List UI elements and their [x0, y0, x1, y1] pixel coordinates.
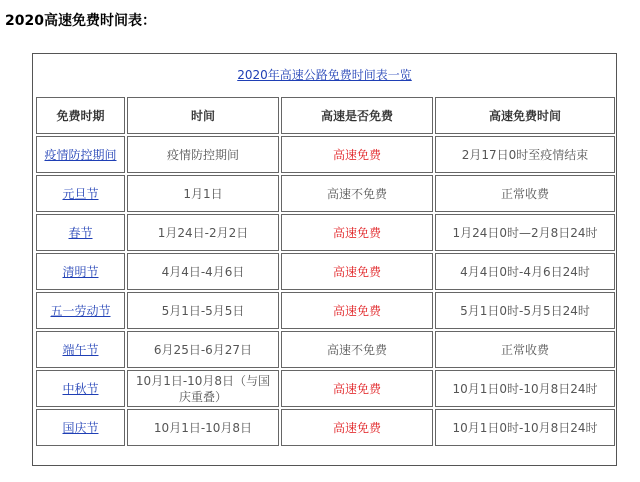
time-cell: 1月1日	[127, 175, 279, 212]
time-cell: 疫情防控期间	[127, 136, 279, 173]
column-header-period: 免费时期	[36, 97, 125, 134]
schedule-table-frame	[32, 53, 617, 466]
period-cell	[36, 370, 125, 407]
period-cell	[36, 292, 125, 329]
time-cell: 5月1日-5月5日	[127, 292, 279, 329]
period-link[interactable]: 中秋节	[62, 381, 99, 396]
free-window-cell: 5月1日0时-5月5日24时	[435, 292, 615, 329]
table-row	[36, 370, 615, 407]
period-cell	[36, 253, 125, 290]
column-header-time: 时间	[127, 97, 279, 134]
free-window-cell: 正常收费	[435, 175, 615, 212]
free-status-cell: 高速免费	[281, 292, 433, 329]
column-header-free-status: 高速是否免费	[281, 97, 433, 134]
period-link[interactable]: 疫情防控期间	[44, 147, 117, 162]
table-row	[36, 175, 615, 212]
period-cell	[36, 175, 125, 212]
table-row	[36, 253, 615, 290]
period-link[interactable]: 春节	[68, 225, 93, 240]
free-status-cell: 高速不免费	[281, 175, 433, 212]
free-window-cell: 4月4日0时-4月6日24时	[435, 253, 615, 290]
free-status-cell: 高速免费	[281, 214, 433, 251]
time-cell: 4月4日-4月6日	[127, 253, 279, 290]
free-window-cell: 1月24日0时—2月8日24时	[435, 214, 615, 251]
free-window-cell: 10月1日0时-10月8日24时	[435, 370, 615, 407]
period-cell	[36, 331, 125, 368]
period-cell	[36, 214, 125, 251]
table-header-row	[36, 97, 615, 134]
free-status-cell: 高速免费	[281, 136, 433, 173]
period-link[interactable]: 端午节	[62, 342, 99, 357]
period-link[interactable]: 清明节	[62, 264, 99, 279]
time-cell: 6月25日-6月27日	[127, 331, 279, 368]
free-window-cell: 10月1日0时-10月8日24时	[435, 409, 615, 446]
free-status-cell: 高速免费	[281, 409, 433, 446]
period-link[interactable]: 元旦节	[62, 186, 99, 201]
period-cell	[36, 136, 125, 173]
schedule-table	[34, 95, 617, 448]
table-row	[36, 409, 615, 446]
free-status-cell: 高速免费	[281, 253, 433, 290]
time-cell: 10月1日-10月8日（与国庆重叠）	[127, 370, 279, 407]
page-heading: 2020高速免费时间表：	[5, 13, 156, 29]
table-row	[36, 292, 615, 329]
free-window-cell: 2月17日0时至疫情结束	[435, 136, 615, 173]
period-link[interactable]: 五一劳动节	[50, 303, 111, 318]
time-cell: 10月1日-10月8日	[127, 409, 279, 446]
free-status-cell: 高速不免费	[281, 331, 433, 368]
table-row	[36, 136, 615, 173]
column-header-free-window: 高速免费时间	[435, 97, 615, 134]
table-row	[36, 331, 615, 368]
table-caption-link[interactable]: 2020年高速公路免费时间表一览	[237, 68, 412, 82]
time-cell: 1月24日-2月2日	[127, 214, 279, 251]
free-status-cell: 高速免费	[281, 370, 433, 407]
table-caption	[33, 54, 616, 95]
free-window-cell: 正常收费	[435, 331, 615, 368]
period-link[interactable]: 国庆节	[62, 420, 99, 435]
period-cell	[36, 409, 125, 446]
table-row	[36, 214, 615, 251]
